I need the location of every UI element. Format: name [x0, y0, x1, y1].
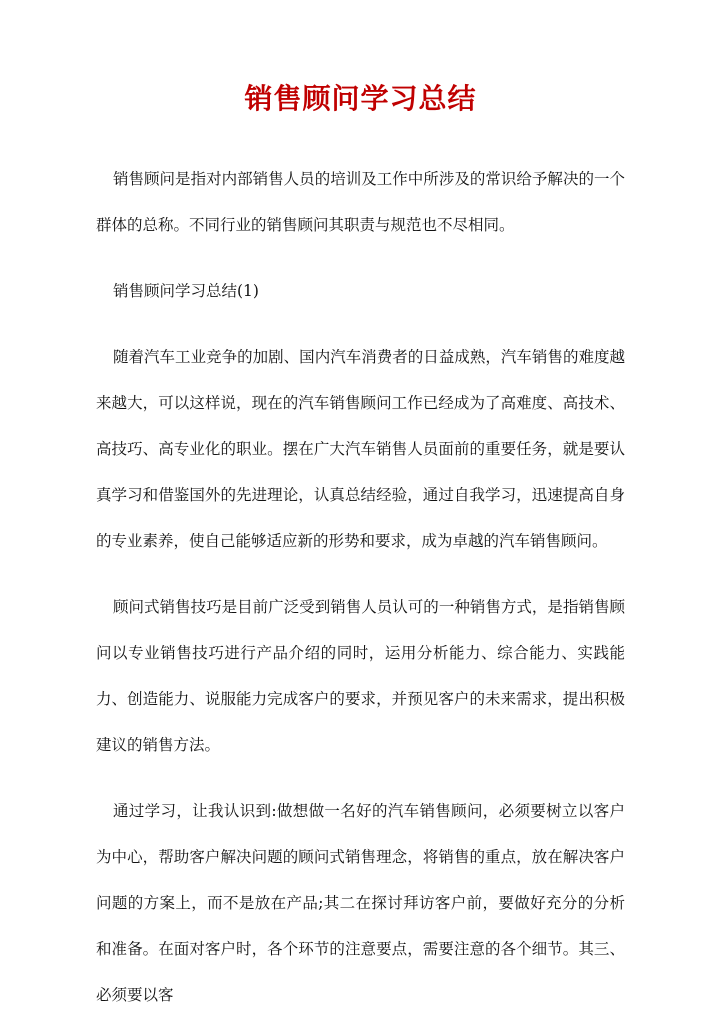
body-paragraph-3: 通过学习，让我认识到:做想做一名好的汽车销售顾问，必须要树立以客户为中心，帮助客户解决问题的顾问式销售理念，将销售的重点，放在解决客户问题的方案上，而不是放在产品;其二在探讨拜访客户前，要做好充分的分析和准备。在面对客户时，各个环节的注意要点，需要注意的各个细节。其三、必须要以客 [96, 802, 625, 1004]
intro-paragraph: 销售顾问是指对内部销售人员的培训及工作中所涉及的常识给予解决的一个群体的总称。不同行业的销售顾问其职责与规范也不尽相同。 [96, 170, 625, 234]
body-paragraph-2: 顾问式销售技巧是目前广泛受到销售人员认可的一种销售方式，是指销售顾问以专业销售技巧进行产品介绍的同时，运用分析能力、综合能力、实践能力、创造能力、说服能力完成客户的要求，并预见客户的未来需求，提出积极建议的销售方法。 [96, 598, 625, 754]
document-title: 销售顾问学习总结 [244, 82, 477, 115]
body-paragraph-1: 随着汽车工业竞争的加剧、国内汽车消费者的日益成熟，汽车销售的难度越来越大，可以这样说，现在的汽车销售顾问工作已经成为了高难度、高技术、高技巧、高专业化的职业。摆在广大汽车销售人员面前的重要任务，就是要认真学习和借鉴国外的先进理论，认真总结经验，通过自我学习，迅速提高自身的专业素养，使自己能够适应新的形势和要求，成为卓越的汽车销售顾问。 [96, 348, 625, 550]
section-heading: 销售顾问学习总结(1) [113, 282, 259, 300]
